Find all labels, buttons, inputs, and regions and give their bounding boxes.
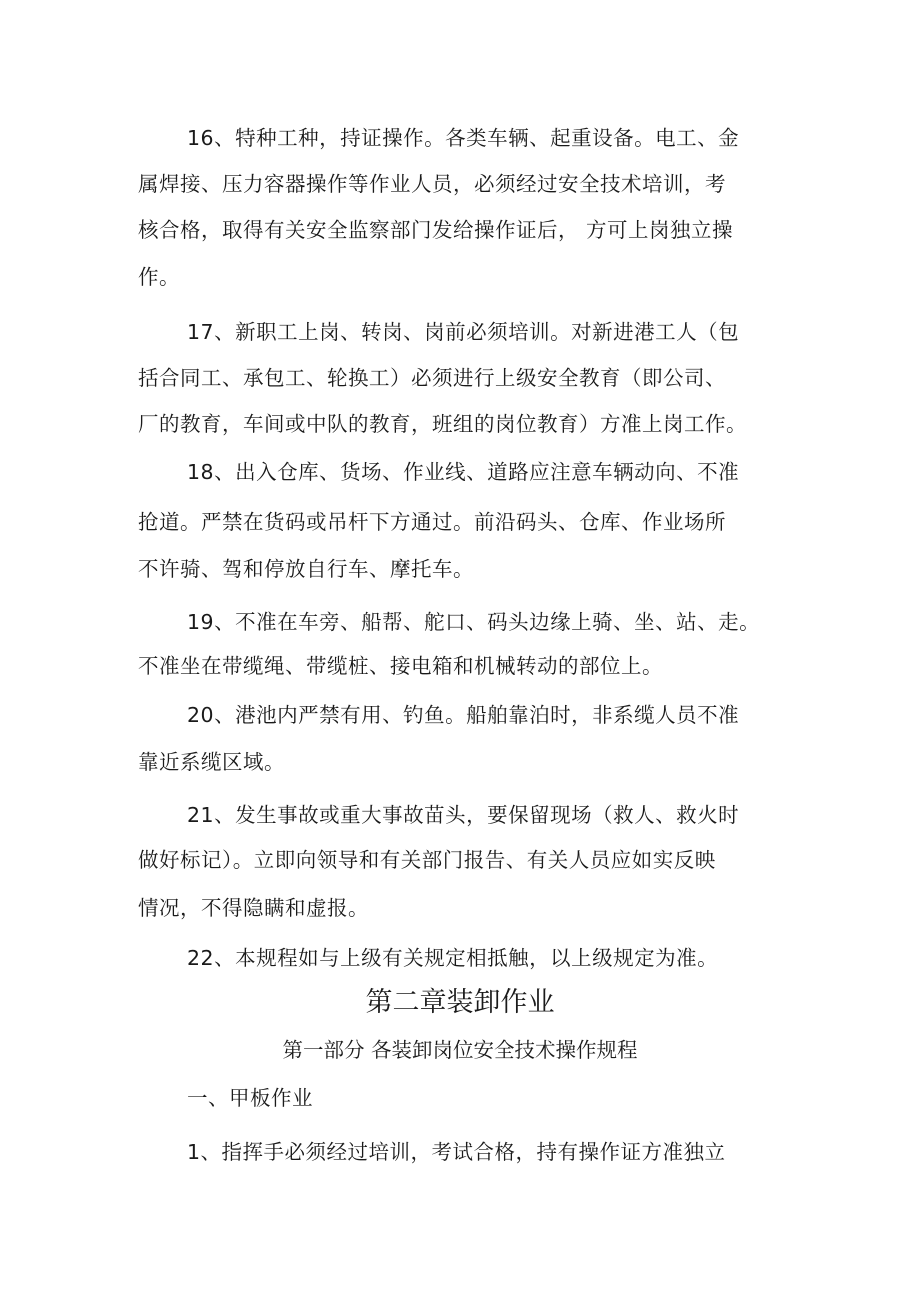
rule-19-line-2: 不准坐在带缆绳、带缆桩、接电箱和机械转动的部位上。 [138, 654, 663, 678]
part-title: 第一部分 各装卸岗位安全技术操作规程 [282, 1038, 638, 1062]
rule-18-line-1: 18、出入仓库、货场、作业线、道路应注意车辆动向、不准 [187, 460, 740, 484]
rule-16-line-2: 属焊接、压力容器操作等作业人员，必须经过安全技术培训，考 [138, 172, 726, 196]
rule-19-line-1: 19、不准在车旁、船帮、舵口、码头边缘上骑、坐、站、走。 [187, 610, 761, 634]
rule-16-line-3: 核合格，取得有关安全监察部门发给操作证后， 方可上岗独立操 [138, 218, 734, 242]
chapter-title: 第二章装卸作业 [365, 987, 555, 1018]
rule-18-line-2: 抢道。严禁在货码或吊杆下方通过。前沿码头、仓库、作业场所 [138, 510, 726, 534]
rule-21-line-1: 21、发生事故或重大事故苗头，要保留现场（救人、救火时 [187, 803, 740, 827]
section-heading: 一、甲板作业 [187, 1086, 313, 1110]
rule-17-line-3: 厂的教育，车间或中队的教育，班组的岗位教育）方准上岗工作。 [138, 412, 747, 436]
rule-20-line-2: 靠近系缆区域。 [138, 750, 285, 774]
rule-21-line-2: 做好标记）。立即向领导和有关部门报告、有关人员应如实反映 [138, 848, 716, 872]
rule-16-line-4: 作。 [138, 265, 180, 289]
rule-17-line-2: 括合同工、承包工、轮换工）必须进行上级安全教育（即公司、 [138, 366, 726, 390]
rule-21-line-3: 情况，不得隐瞒和虚报。 [138, 896, 369, 920]
rule-22-line-1: 22、本规程如与上级有关规定相抵触，以上级规定为准。 [187, 946, 719, 970]
rule-16-line-1: 16、特种工种，持证操作。各类车辆、起重设备。电工、金 [187, 126, 740, 150]
rule-17-line-1: 17、新职工上岗、转岗、岗前必须培训。对新进港工人（包 [187, 320, 740, 344]
rule-18-line-3: 不许骑、驾和停放自行车、摩托车。 [138, 557, 474, 581]
rule-20-line-1: 20、港池内严禁有用、钓鱼。船舶靠泊时，非系缆人员不准 [187, 703, 740, 727]
item-1-line-1: 1、指挥手必须经过培训，考试合格，持有操作证方准独立 [187, 1140, 726, 1164]
